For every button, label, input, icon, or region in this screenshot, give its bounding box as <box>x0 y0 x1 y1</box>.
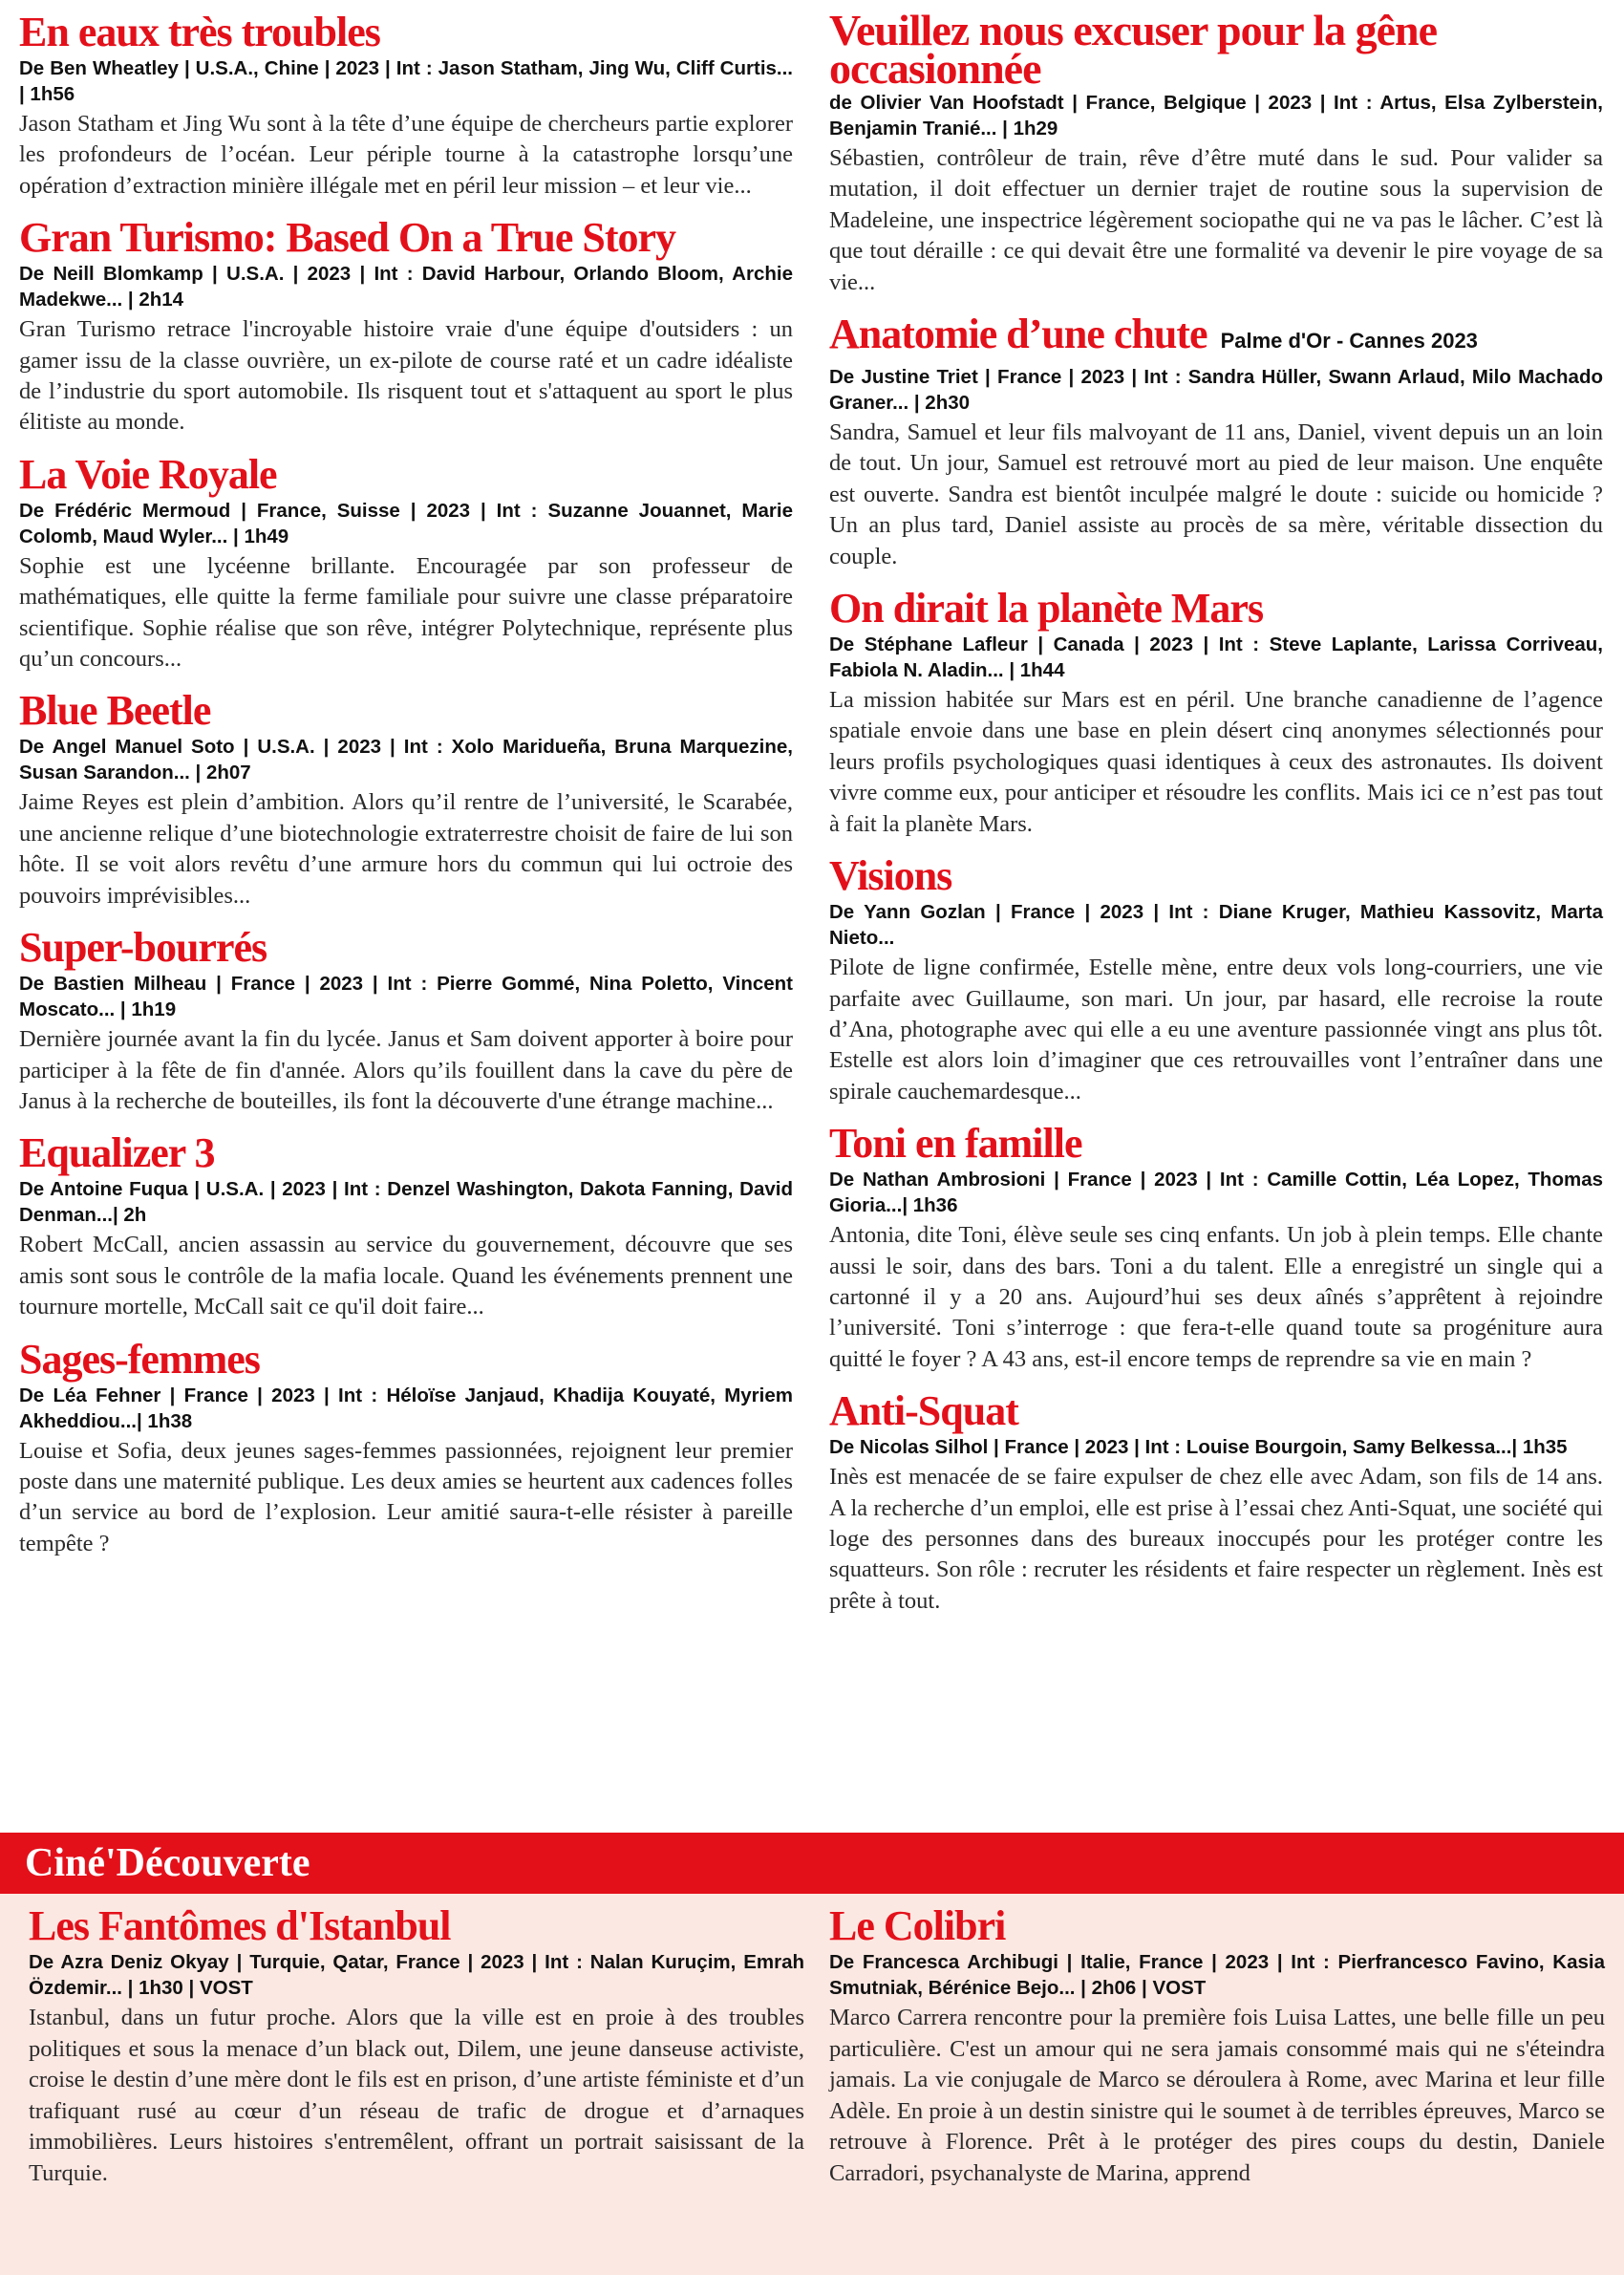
movie-credits: De Neill Blomkamp | U.S.A. | 2023 | Int : David Harbour, Orlando Bloom, Archie Madekwe... | 2h14 <box>19 263 793 311</box>
movie-entry <box>829 1902 1605 2190</box>
movie-entry <box>829 313 1603 572</box>
movie-credits: De Azra Deniz Okyay | Turquie, Qatar, France | 2023 | Int : Nalan Kuruçim, Emrah Özdemir... | 1h30 | VOST <box>29 1951 804 1999</box>
movie-entry <box>19 1335 793 1560</box>
movie-credits: De Antoine Fuqua | U.S.A. | 2023 | Int : Denzel Washington, Dakota Fanning, David Denman...| 2h <box>19 1178 793 1227</box>
movie-title: La Voie Royale <box>19 450 277 498</box>
movie-title: Equalizer 3 <box>19 1129 215 1177</box>
movie-title: Toni en famille <box>829 1120 1082 1168</box>
movie-credits: De Frédéric Mermoud | France, Suisse | 2023 | Int : Suzanne Jouannet, Marie Colomb, Maud Wyler... | 1h49 <box>19 499 793 547</box>
movie-synopsis: Sophie est une lycéenne brillante. Encouragée par son professeur de mathématiques, elle quitte la ferme familiale pour suivre une classe préparatoire scientifique. Sophie réalise que son rêve, intégrer Polytechnique, représente plus qu’un concours... <box>19 552 793 673</box>
movie-title: Visions <box>829 852 952 900</box>
movie-entry <box>829 852 1603 1107</box>
movie-synopsis: Dernière journée avant la fin du lycée. Janus et Sam doivent apporter à boire pour participer à la fête de fin d'année. Alors qu’ils fouillent dans la cave du père de Janus à la recherche de bouteilles, ils font la découverte d'une étrange machine... <box>19 1026 793 1114</box>
movie-title-row <box>829 313 1603 362</box>
section-banner <box>0 1833 1624 1894</box>
movie-credits: De Yann Gozlan | France | 2023 | Int : Diane Kruger, Mathieu Kassovitz, Marta Nieto... <box>829 901 1603 950</box>
movie-credits: De Nicolas Silhol | France | 2023 | Int : Louise Bourgoin, Samy Belkessa...| 1h35 <box>829 1436 1568 1459</box>
movie-synopsis: Jaime Reyes est plein d’ambition. Alors qu’il rentre de l’université, le Scarabée, une ancienne relique d’une biotechnologie extraterrestre choisit de faire de lui son hôte. Il se voit alors revêtu d’une armure hors du commun qui lui octroie des pouvoirs imprévisibles... <box>19 789 793 909</box>
movie-title: Anatomie d’une chute <box>829 311 1207 358</box>
movie-synopsis: Sébastien, contrôleur de train, rêve d’être muté dans le sud. Pour valider sa mutation, il doit effectuer un dernier trajet de routine sous la supervision de Madeleine, une inspectrice légèrement sociopathe qui ne va pas le lâcher. C’est là que tout déraille : ce qui devait être une formalité va devenir le pire voyage de sa vie... <box>829 145 1603 295</box>
section-title: Ciné'Découverte <box>25 1841 310 1885</box>
movie-synopsis: Sandra, Samuel et leur fils malvoyant de 11 ans, Daniel, vivent depuis un an loin de tout. Un jour, Samuel est retrouvé mort au pied de leur maison. Une enquête est ouverte. Sandra est bientôt inculpée malgré le doute : suicide ou homicide ? Un an plus tard, Daniel assiste au procès de sa mère, véritable dissection du couple. <box>829 419 1603 569</box>
movie-synopsis: Pilote de ligne confirmée, Estelle mène, entre deux vols long-courriers, une vie parfaite avec Guillaume, son mari. Un jour, par hasard, elle recroise la route d’Ana, photographe avec qui elle a eu une aventure passionnée vingt ans plus tôt. Estelle est alors loin d’imaginer que ces retrouvailles vont l’entraîner dans une spirale cauchemardesque... <box>829 955 1603 1105</box>
movie-entry <box>829 1387 1603 1617</box>
movie-credits: De Francesca Archibugi | Italie, France | 2023 | Int : Pierfrancesco Favino, Kasia Smutniak, Bérénice Bejo... | 2h06 | VOST <box>829 1951 1605 1999</box>
movie-title: Anti-Squat <box>829 1387 1018 1435</box>
movie-synopsis: Louise et Sofia, deux jeunes sages-femmes passionnées, rejoignent leur premier poste dans une maternité publique. Les deux amies se heurtent aux cadences folles d’un service au bord de l’explosion. Leur amitié saura-t-elle résister à pareille tempête ? <box>19 1437 793 1556</box>
award-badge: Palme d'Or - Cannes 2023 <box>1220 329 1478 354</box>
movie-credits: De Nathan Ambrosioni | France | 2023 | Int : Camille Cottin, Léa Lopez, Thomas Gioria...| 1h36 <box>829 1169 1603 1217</box>
movie-entry <box>19 687 793 912</box>
movie-synopsis: Inès est menacée de se faire expulser de chez elle avec Adam, son fils de 14 ans. A la recherche d’un emploi, elle est prise à l’essai chez Anti-Squat, une société qui loge des personnes dans des bureaux inoccupés pour les protéger contre les squatteurs. Son rôle : recruter les résidents et faire respecter un règlement. Inès est prête à tout. <box>829 1464 1603 1614</box>
movie-entry <box>829 6 1603 298</box>
discovery-section <box>0 1894 1624 2275</box>
movie-title: En eaux très troubles <box>19 9 380 55</box>
movie-credits: De Ben Wheatley | U.S.A., Chine | 2023 | Int : Jason Statham, Jing Wu, Cliff Curtis... | 1h56 <box>19 57 793 105</box>
movie-entry <box>829 1120 1603 1375</box>
movie-synopsis: Jason Statham et Jing Wu sont à la tête d’une équipe de chercheurs partie explorer les profondeurs de l’océan. Leur périple tourne à la catastrophe lorsqu’une opération d’extraction minière illégale met en péril leur mission – et leur vie... <box>19 111 793 199</box>
movie-entry <box>829 585 1603 840</box>
movie-synopsis: Istanbul, dans un futur proche. Alors que la ville est en proie à des troubles politiques et sous la menace d’un black out, Dilem, une jeune danseuse activiste, croise le destin d’une mère dont le fils est en prison, d’une artiste féministe et d’un trafiquant rusé au cœur d’un réseau de trafic de drogue et d’arnaques immobilières. Leurs histoires s'entremêlent, offrant un portrait saisissant de la Turquie. <box>29 2005 804 2186</box>
movie-title: Sages-femmes <box>19 1335 260 1383</box>
movie-entry <box>19 450 793 676</box>
movie-title: Veuillez nous excuser pour la gêne occasionnée <box>829 6 1438 93</box>
movie-credits: De Justine Triet | France | 2023 | Int : Sandra Hüller, Swann Arlaud, Milo Machado Graner... | 2h30 <box>829 366 1603 415</box>
movie-entry <box>19 924 793 1117</box>
left-column <box>19 11 793 1575</box>
movie-credits: De Angel Manuel Soto | U.S.A. | 2023 | Int : Xolo Maridueña, Bruna Marquezine, Susan Sarandon... | 2h07 <box>19 736 793 784</box>
movie-entry <box>29 1902 804 2190</box>
movie-title: Super-bourrés <box>19 924 267 972</box>
movie-title: Le Colibri <box>829 1902 1006 1949</box>
movie-title: Blue Beetle <box>19 687 211 735</box>
movie-synopsis: Gran Turismo retrace l'incroyable histoire vraie d'une équipe d'outsiders : un gamer issu de la classe ouvrière, un ex-pilote de course raté et un cadre idéaliste de l’industrie du sport automobile. Ils risquent tout et s'attaquent au sport le plus élitiste au monde. <box>19 316 793 436</box>
movie-entry <box>19 11 793 202</box>
movie-credits: De Léa Fehner | France | 2023 | Int : Héloïse Janjaud, Khadija Kouyaté, Myriem Akheddiou...| 1h38 <box>19 1384 793 1432</box>
movie-entry <box>19 1129 793 1322</box>
movie-title: On dirait la planète Mars <box>829 585 1264 633</box>
movie-credits: de Olivier Van Hoofstadt | France, Belgique | 2023 | Int : Artus, Elsa Zylberstein, Benjamin Tranié... | 1h29 <box>829 92 1603 140</box>
movie-synopsis: Antonia, dite Toni, élève seule ses cinq enfants. Un job à plein temps. Elle chante aussi le soir, dans des bars. Toni a du talent. Elle a enregistré un single qui a cartonné il y a 20 ans. Aujourd’hui ses deux aînés s’apprêtent à rejoindre l’université. Toni s’interroge : que fera-t-elle quand toute sa progéniture aura quitté le foyer ? A 43 ans, est-il encore temps de reprendre sa vie en main ? <box>829 1222 1603 1372</box>
right-column <box>829 6 1603 1632</box>
movie-credits: De Bastien Milheau | France | 2023 | Int : Pierre Gommé, Nina Poletto, Vincent Moscato... | 1h19 <box>19 973 793 1021</box>
movie-synopsis: Robert McCall, ancien assassin au service du gouvernement, découvre que ses amis sont sous le contrôle de la mafia locale. Quand les événements prennent une tournure mortelle, McCall sait ce qu'il doit faire... <box>19 1232 793 1320</box>
movie-synopsis: La mission habitée sur Mars est en péril. Une branche canadienne de l’agence spatiale envoie dans une base en plein désert cinq anonymes sélectionnés pour leurs profils psychologiques quasi identiques à ceux des astronautes. Ils doivent vivre comme eux, pour anticiper et résoudre les conflits. Mais ici ce n’est pas tout à fait la planète Mars. <box>829 687 1603 837</box>
movie-title: Les Fantômes d'Istanbul <box>29 1902 451 1949</box>
movie-entry <box>19 214 793 439</box>
movie-credits: De Stéphane Lafleur | Canada | 2023 | Int : Steve Laplante, Larissa Corriveau, Fabiola N. Aladin... | 1h44 <box>829 633 1603 682</box>
movie-title: Gran Turismo: Based On a True Story <box>19 214 676 262</box>
movie-synopsis: Marco Carrera rencontre pour la première fois Luisa Lattes, une belle fille un peu particulière. C'est un amour qui ne sera jamais consommé mais qui ne s'éteindra jamais. La vie conjugale de Marco se déroulera à Rome, avec Marina et leur fille Adèle. En proie à un destin sinistre qui le soumet à de terribles épreuves, Marco se retrouve à Florence. Prêt à le protéger des pires coups du destin, Daniele Carradori, psychanalyste de Marina, apprend <box>829 2005 1605 2186</box>
